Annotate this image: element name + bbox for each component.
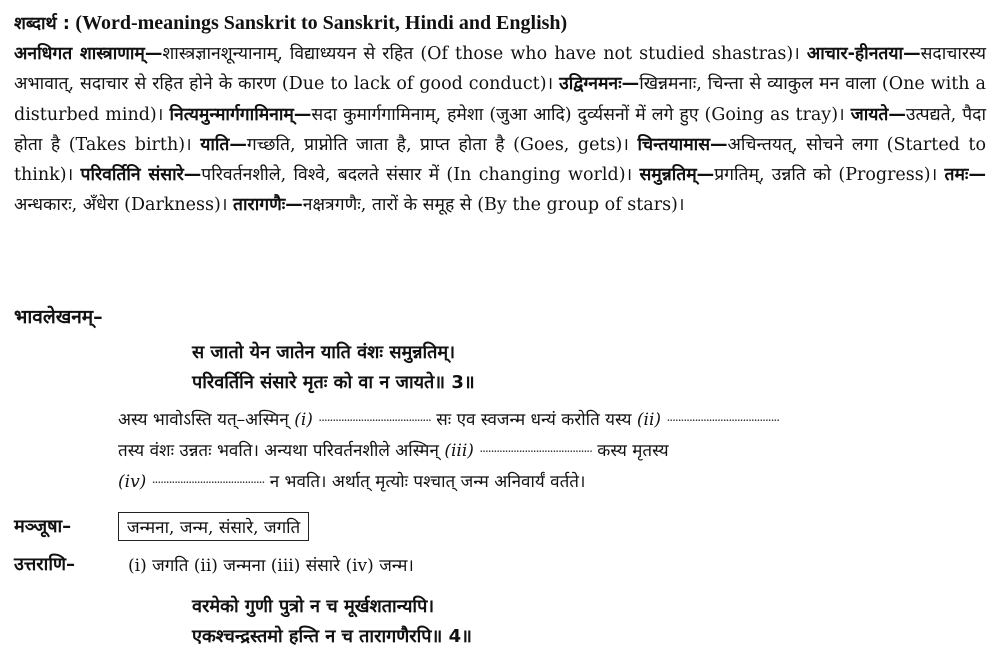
answers-label: उत्तराणि–: [14, 554, 76, 575]
meaning: गच्छति, प्राप्नोति जाता है, प्राप्त होता है (Goes, gets)।: [246, 134, 629, 155]
term: नित्यमुन्मार्गगामिनाम्—: [169, 104, 312, 125]
term: आचार-हीनतया—: [806, 44, 921, 65]
blank-3: ........................................: [479, 441, 592, 455]
exercise-text: तस्य वंशः उन्नतः भवति। अन्यथा परिवर्तनशीले अस्मिन्: [118, 441, 439, 461]
verse-4-line-1: वरमेको गुणी पुत्रो न च मूर्खशतान्यपि।: [192, 596, 435, 617]
exercise-text: सः एव स्वजन्म धन्यं करोति यस्य: [436, 410, 632, 430]
exercise-line-3: [118, 464, 986, 497]
meaning: खिन्नमनाः, चिन्ता से व्याकुल मन वाला (One with a disturbed mind)।: [14, 74, 986, 125]
exercise-text: कस्य मृतस्य: [597, 441, 669, 461]
term: जायते—: [850, 104, 906, 125]
blank-number: (i): [294, 410, 313, 430]
meaning: सदा कुमार्गगामिनाम्, हमेशा (जुआ आदि) दुर्व्यसनों में लगे हुए (Going as tray)।: [311, 104, 845, 125]
blank-number: (iv): [118, 472, 147, 492]
term: चिन्तयामास—: [637, 134, 728, 155]
term: याति—: [200, 134, 247, 155]
exercise-line-1: [118, 402, 986, 435]
meaning: शास्त्रज्ञानशून्यानाम्, विद्याध्ययन से रहित (Of those who have not studied shastras)।: [162, 44, 800, 65]
meaning: अचिन्तयत्, सोचने लगा (Started to think)।: [14, 134, 986, 186]
blank-number: (ii): [636, 410, 662, 430]
blank-4: ........................................: [151, 472, 265, 486]
blank-1: ........................................: [318, 410, 431, 424]
term: उद्विग्नमनः—: [559, 74, 640, 95]
exercise-line-2: [118, 433, 986, 466]
meaning: परिवर्तनशीले, विश्वे, बदलते संसार में (In changing world)।: [201, 165, 633, 186]
verse-4-line-2: एकश्चन्द्रस्तमो हन्ति न च तारागणैरपि॥ 4॥: [192, 626, 472, 647]
meaning: उत्पद्यते, पैदा होता है (Takes birth)।: [14, 104, 986, 155]
manjusha-label: मञ्जूषा–: [14, 516, 72, 537]
meaning: सदाचारस्य अभावात्, सदाचार से रहित होने के कारण (Due to lack of good conduct)।: [14, 44, 986, 95]
blank-number: (iii): [444, 441, 474, 461]
exercise-text: न भवति। अर्थात् मृत्योः पश्चात् जन्म अनिवार्यं वर्तते।: [269, 472, 586, 492]
term: परिवर्तिनि संसारे—: [80, 165, 202, 186]
term: अनधिगत शास्त्राणाम्—: [14, 44, 163, 65]
blank-2: ........................................: [666, 410, 780, 424]
manjusha-box: जन्मना, जन्म, संसारे, जगति: [118, 512, 309, 541]
meaning: नक्षत्रगणैः, तारों के समूह से (By the group of stars)।: [302, 195, 685, 216]
term: समुन्नतिम्—: [639, 165, 715, 186]
term: तारागणैः—: [233, 195, 303, 216]
meaning: प्रगतिम्, उन्नति को (Progress)।: [714, 165, 938, 186]
glossary-paragraph: [14, 8, 986, 220]
answers-text: (i) जगति (ii) जन्मना (iii) संसारे (iv) जन्म।: [128, 556, 414, 576]
verse-3-line-2: परिवर्तिनि संसारे मृतः को वा न जायते॥ 3॥: [192, 372, 475, 393]
verse-3-line-1: स जातो येन जातेन याति वंशः समुन्नतिम्।: [192, 342, 456, 363]
glossary-subtitle: (Word-meanings Sanskrit to Sanskrit, Hindi and English): [75, 12, 568, 34]
glossary-title: शब्दार्थ :: [14, 14, 70, 34]
exercise-text: अस्य भावोऽस्ति यत्–अस्मिन्: [118, 410, 289, 430]
meaning: अन्धकारः, अँधेरा (Darkness)।: [14, 195, 228, 216]
section-heading: भावलेखनम्–: [14, 306, 103, 328]
term: तमः—: [944, 165, 986, 186]
